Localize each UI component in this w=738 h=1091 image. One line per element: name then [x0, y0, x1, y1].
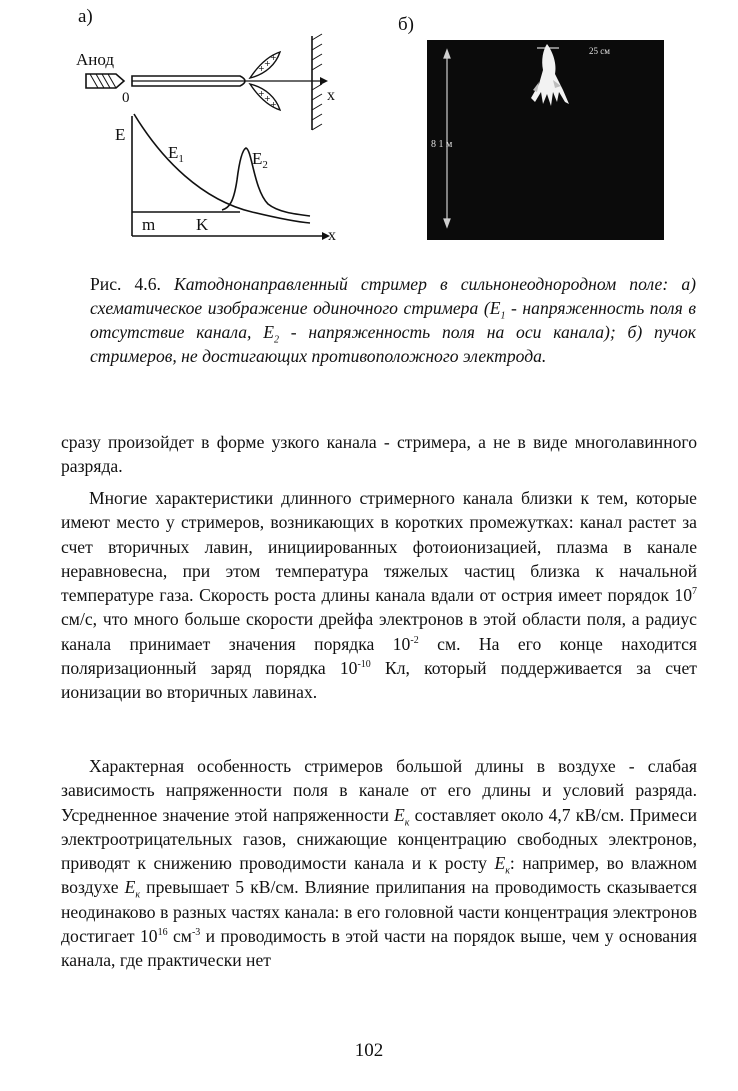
svg-text:+: + — [270, 100, 277, 109]
region-m-label: m — [142, 215, 156, 234]
p2-sup-2: -2 — [410, 634, 419, 646]
svg-text:+: + — [264, 94, 271, 103]
streamer-photo — [427, 40, 664, 240]
ek-symbol-2: $E_к$ — [494, 853, 510, 877]
paragraph-1-text: сразу произойдет в форме узкого канала - стримера, а не в виде многолавинного разряда. — [61, 432, 697, 477]
caption-text-3: - напряженность поля на оси канала); б) пучок стримеров, не достигающих противоположного электрода. — [90, 322, 697, 366]
origin-label: 0 — [122, 90, 130, 106]
p2-sup-1: 7 — [692, 586, 697, 598]
streamer-diagram — [72, 30, 352, 255]
caption-text-2: - напряженность поля в отсутствие канала, E — [90, 298, 696, 342]
p2-text-d: Кл, который поддерживается за счет ионизации во вторичных лавинах. — [61, 658, 697, 703]
curve-e1 — [134, 114, 310, 223]
svg-text:+: + — [264, 59, 271, 68]
e-axis-label: E — [115, 125, 126, 144]
p3-text-e: см — [167, 926, 192, 947]
caption-prefix: Рис. 4.6. — [90, 274, 161, 294]
caption-sub-2: 2 — [273, 334, 279, 346]
p2-sup-3: -10 — [357, 659, 371, 671]
p2-text-c: см. На его конце находится поляризационный заряд порядка 10 — [61, 633, 698, 679]
p3-sup-1: 16 — [157, 927, 168, 939]
svg-text:+: + — [258, 64, 265, 73]
region-k-label: K — [196, 215, 209, 234]
p3-text-d: превышает 5 кВ/см. Влияние прилипания на проводимость сказывается неодинаково в разных частях канала: в его головной части концентрация электронов достигает 10 — [61, 877, 697, 947]
figure-label-b: б) — [398, 14, 414, 35]
ek-symbol-1: $E_к$ — [394, 804, 410, 829]
anode-label: Анод — [76, 50, 115, 69]
scale-top-label: 25 см — [589, 46, 610, 56]
anode-electrode — [86, 74, 124, 88]
ek-symbol-3: $E_к$ — [124, 877, 141, 901]
p3-sup-2: -3 — [191, 927, 201, 939]
p3-text-c: : например, во влажном воздухе — [61, 853, 698, 898]
figure-caption — [90, 272, 696, 368]
body-paragraph-1 — [61, 430, 697, 479]
x-axis-label-top: x — [327, 87, 335, 104]
svg-text:+: + — [270, 53, 277, 62]
p3-text-f: и проводимость в этой части на порядок выше, чем у основания канала, где практически нет — [61, 926, 697, 971]
curve-e2-label: $E_2$ — [252, 149, 268, 171]
x-axis-label-bottom: x — [328, 227, 336, 244]
body-paragraph-3 — [61, 754, 697, 973]
p2-text-b: см/с, что много больше скорости дрейфа электронов в этой области поля, а радиус канала принимает значения порядка 10 — [61, 609, 697, 654]
p3-text-b: составляет около 4,7 кВ/см. Примеси электроотрицательных газов, снижающие концентрацию свободных электронов, приводят к снижению проводимости канала и к росту — [61, 804, 697, 874]
svg-text:+: + — [258, 89, 265, 98]
caption-text-1: Катоднонаправленный стример в сильнонеоднородном поле: а) схематическое изображение одиночного стримера (E — [90, 274, 696, 318]
scale-left-label: 8 1 м — [431, 139, 453, 150]
p2-text-a: Многие характеристики длинного стримерного канала близки к тем, которые имеют место у стримеров, возникающих в коротких промежутках: канал растет за счет вторичных лавин, инициированных фотоионизацией, плазма в канале неравновесна, при этом температура тяжелых частиц близка к начальной температуре газа. Скорость роста длины канала вдали от острия имеет порядок 10 — [61, 488, 697, 606]
body-paragraph-2 — [61, 486, 697, 705]
figure-label-a: а) — [78, 6, 93, 27]
curve-e1-label: $E_1$ — [168, 143, 184, 165]
page-number: 102 — [354, 1040, 384, 1061]
p3-text-a: Характерная особенность стримеров большой длины в воздухе - слабая зависимость напряженности поля в канале от его длины и условий разряда. Усредненное значение этой напряженности — [61, 756, 697, 825]
caption-sub-1: 1 — [500, 310, 506, 322]
